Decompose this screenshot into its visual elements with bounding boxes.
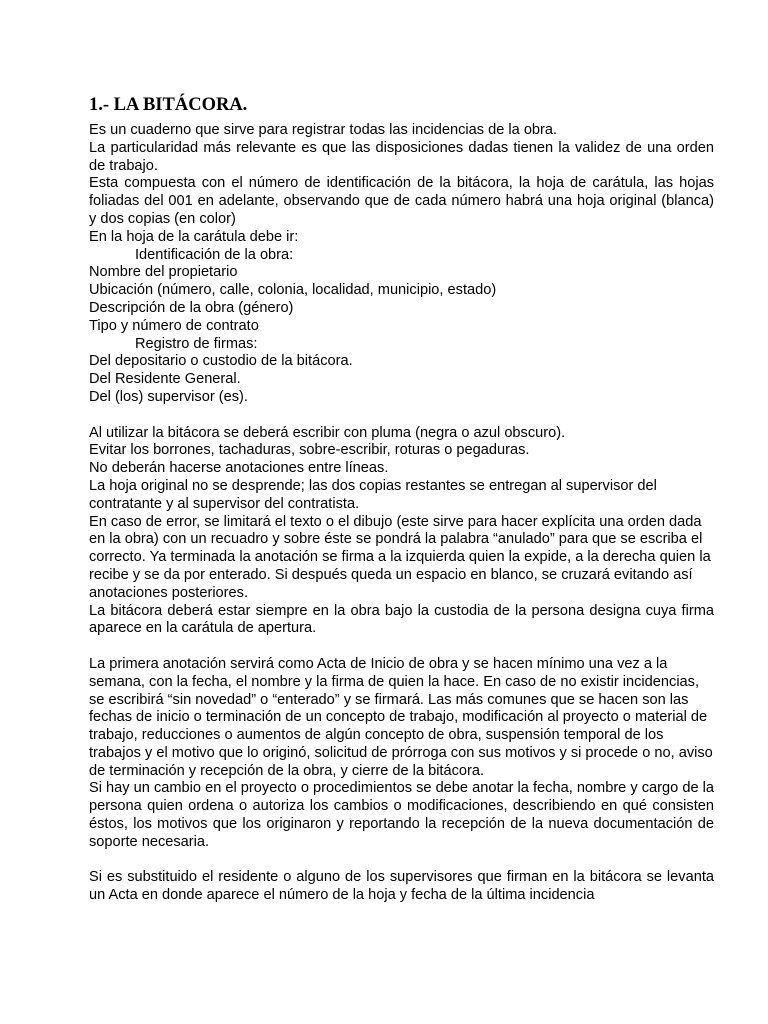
list-item: Del Residente General. [89, 371, 241, 388]
paragraph-rule-original: La hoja original no se desprende; las dos copias restantes se entregan al supervisor del contratante y al supervisor del contratista. [89, 477, 657, 512]
paragraph-project-change: Si hay un cambio en el proyecto o procedimientos se debe anotar la fecha, nombre y cargo de la persona quien ordena o autoriza los cambios o modificaciones, describiendo en qué consisten éstos, los motivos que los originaron y reportando la recepción de la nueva documentación de soporte necesaria. [89, 780, 714, 850]
document-body [89, 95, 714, 905]
paragraph-rule-custody: La bitácora deberá estar siempre en la obra bajo la custodia de la persona designa cuya firma aparece en la carátula de apertura. [89, 602, 714, 637]
subheading-signatures: Registro de firmas: [135, 335, 258, 352]
paragraph-composition: Esta compuesta con el número de identificación de la bitácora, la hoja de carátula, las hojas foliadas del 001 en adelante, observando que de cada número habrá una hoja original (blanca) y dos copias (en color) [89, 175, 714, 227]
paragraph-cover-intro: En la hoja de la carátula debe ir: [89, 228, 299, 245]
document-title: 1.- LA BITÁCORA. [89, 95, 248, 115]
list-item: Tipo y número de contrato [89, 317, 259, 334]
list-item: Del (los) supervisor (es). [89, 388, 248, 405]
list-item: Nombre del propietario [89, 264, 238, 281]
paragraph-spacer [89, 852, 714, 870]
paragraph-rule-between-lines: No deberán hacerse anotaciones entre líneas. [89, 460, 389, 477]
paragraph-rule-erasures: Evitar los borrones, tachaduras, sobre-escribir, roturas o pegaduras. [89, 442, 530, 459]
paragraph-first-entry: La primera anotación servirá como Acta de Inicio de obra y se hacen mínimo una vez a la semana, con la fecha, el nombre y la firma de quien la hace. En caso de no existir incidencias, se escribirá “sin novedad” o “enterado” y se firmará. Las más comunes que se hacen son las fechas de inicio o terminación de un concepto de trabajo, modificación al proyecto o material de trabajo, reducciones o aumentos de algún concepto de obra, suspensión temporal de los trabajos y el motivo que lo originó, solicitud de prórroga con sus motivos y si procede o no, aviso de terminación y recepción de la obra, y cierre de la bitácora. [89, 655, 713, 779]
list-item: Del depositario o custodio de la bitácora. [89, 353, 353, 370]
paragraph-definition: Es un cuaderno que sirve para registrar todas las incidencias de la obra. [89, 122, 558, 138]
subheading-identification: Identificación de la obra: [135, 246, 294, 263]
paragraph-particularity: La particularidad más relevante es que las disposiciones dadas tienen la validez de una orden de trabajo. [89, 139, 714, 174]
paragraph-spacer [89, 407, 714, 425]
paragraph-rule-errors: En caso de error, se limitará el texto o el dibujo (este sirve para hacer explícita una orden dada en la obra) con un recuadro y sobre éste se pondrá la palabra “anulado” para que se escriba el correcto. Ya terminada la anotación se firma a la izquierda quien la expide, a la derecha quien la recibe y se da por enterado. Si después queda un espacio en blanco, se cruzará evitando así anotaciones posteriores. [89, 513, 711, 601]
paragraph-rule-pen: Al utilizar la bitácora se deberá escribir con pluma (negra o azul obscuro). [89, 424, 566, 441]
paragraph-spacer [89, 638, 714, 656]
list-item: Descripción de la obra (género) [89, 299, 294, 316]
list-item: Ubicación (número, calle, colonia, localidad, municipio, estado) [89, 282, 497, 299]
paragraph-substitution: Si es substituido el residente o alguno de los supervisores que firman en la bitácora se levanta un Acta en donde aparece el número de la hoja y fecha de la última incidencia [89, 869, 714, 904]
